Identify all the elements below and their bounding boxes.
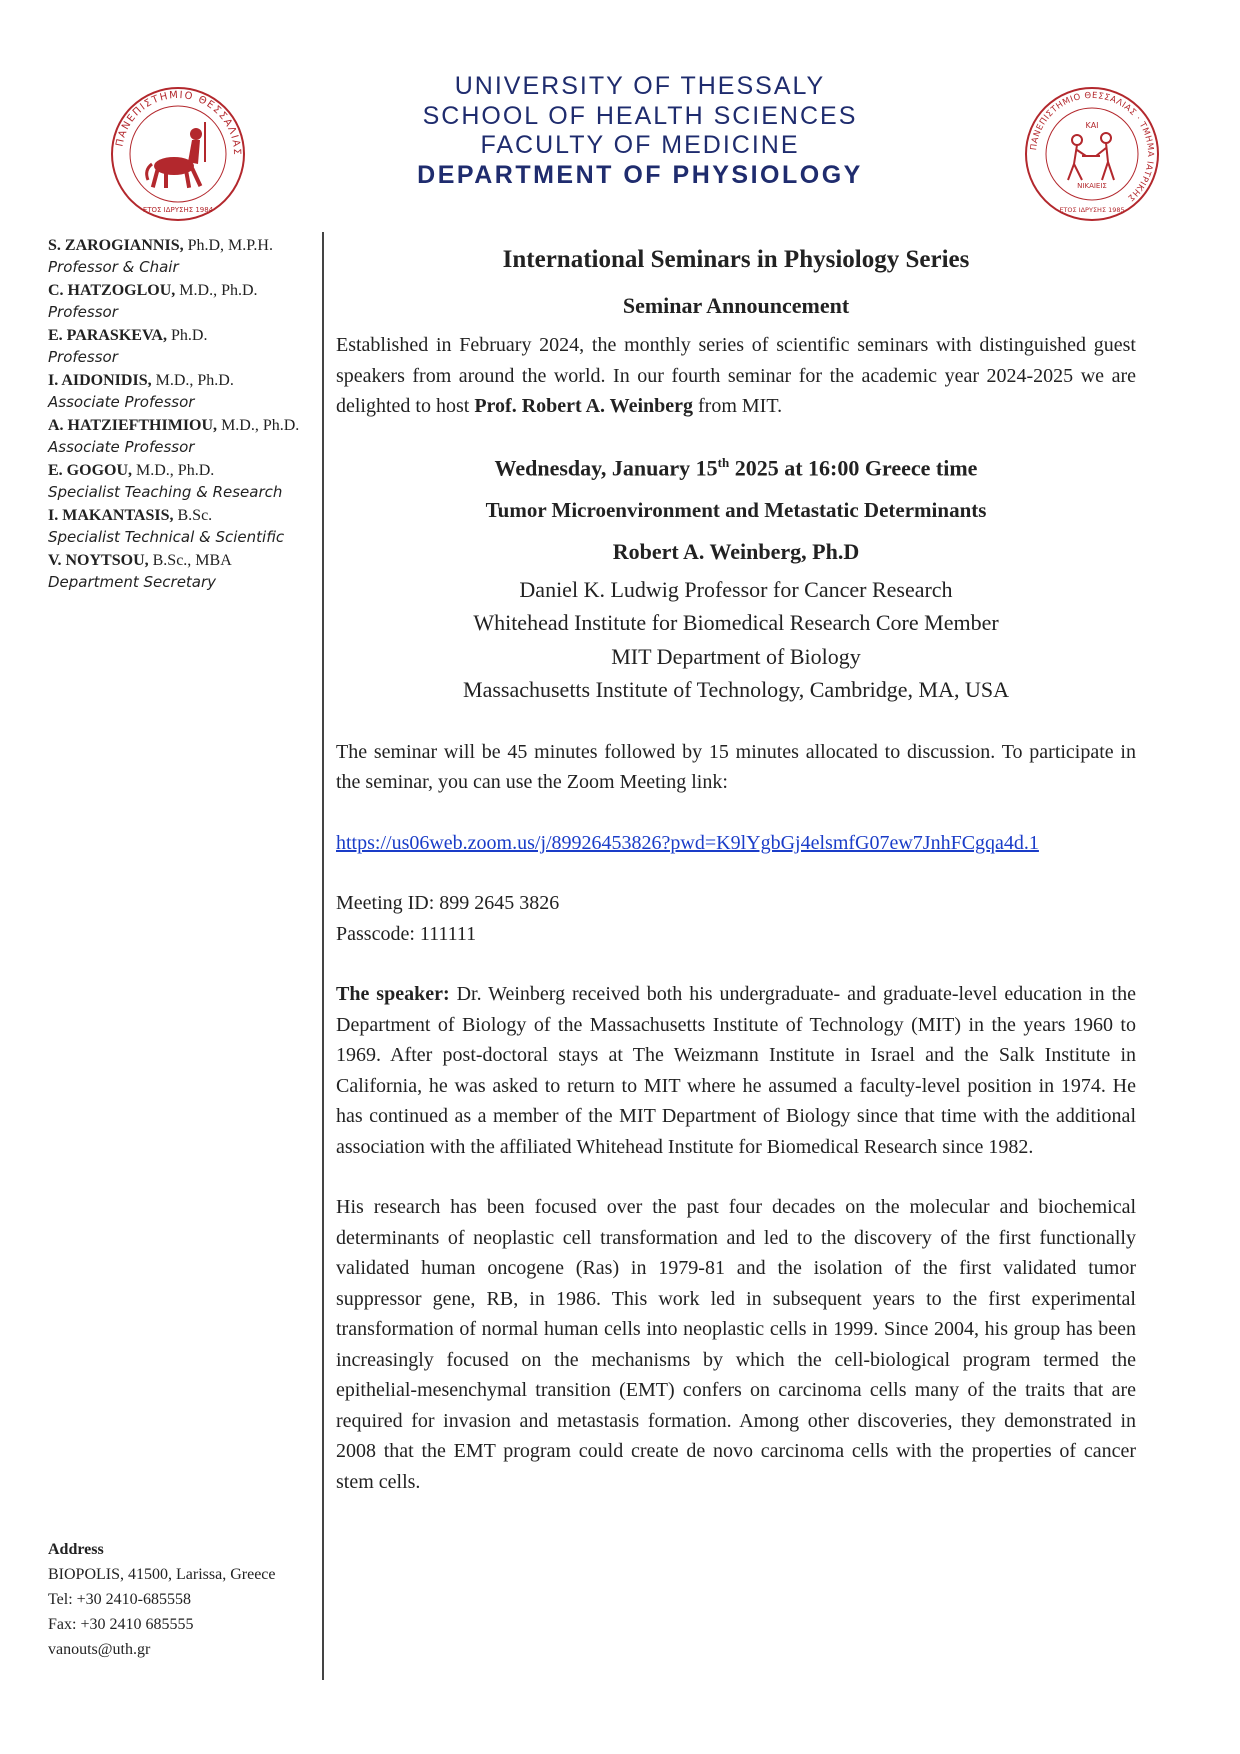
- staff-name: I. AIDONIDIS,: [48, 372, 152, 389]
- meeting-id: Meeting ID: 899 2645 3826: [336, 892, 560, 915]
- bio-text: Dr. Weinberg received both his undergraduate- and graduate-level education in the Department of Biology of the Massachusetts Institute of Technology (MIT) in the years 1960 to 1969. After post-doctoral stays at The Weizmann Institute in Israel and the Salk Institute in California, he was asked to return to MIT where he assumed a faculty-level position in 1974. He has continued as a member of the MIT Department of Biology since that time with the additional association with the affiliated Whitehead Institute for Biomedical Research since 1982.: [336, 983, 1136, 1158]
- address-street: BIOPOLIS, 41500, Larissa, Greece: [48, 1566, 276, 1583]
- date-time: 2025 at 16:00 Greece time: [729, 454, 978, 480]
- staff-role: Associate Professor: [48, 392, 195, 411]
- intro-end: from MIT.: [693, 395, 783, 417]
- intro-text: Established in February 2024, the monthly series of scientific seminars with distinguished guest speakers from around the world. In our fourth seminar for the academic year 2024-2025 we are delighted to host: [336, 334, 1136, 417]
- university-logo: [108, 84, 248, 229]
- svg-text:ΚΑΙ: ΚΑΙ: [1085, 121, 1099, 130]
- institution-header: [340, 72, 940, 190]
- svg-text:ΠΑΝΕΠΙΣΤΗΜΙΟ ΘΕΣΣΑΛΙΑΣ · ΤΜΗΜΑ: ΠΑΝΕΠΙΣΤΗΜΙΟ ΘΕΣΣΑΛΙΑΣ · ΤΜΗΜΑ ΙΑΤΡΙΚΗΣ: [1029, 90, 1156, 204]
- school-name: SCHOOL OF HEALTH SCIENCES: [422, 101, 858, 130]
- university-name: UNIVERSITY OF THESSALY: [454, 72, 826, 100]
- staff-member: [48, 236, 320, 277]
- staff-member: [48, 461, 320, 502]
- affiliation-line: MIT Department of Biology: [611, 643, 861, 669]
- zoom-link[interactable]: https://us06web.zoom.us/j/89926453826?pwd=K9lYgbGj4elsmfG07ew7JnhFCgqa4d.1: [336, 831, 1039, 854]
- svg-text:ΕΤΟΣ ΙΔΡΥΣΗΣ 1984: ΕΤΟΣ ΙΔΡΥΣΗΣ 1984: [142, 206, 214, 214]
- svg-text:ΠΑΝΕΠΙΣΤΗΜΙΟ ΘΕΣΣΑΛΙΑΣ: ΠΑΝΕΠΙΣΤΗΜΙΟ ΘΕΣΣΑΛΙΑΣ: [114, 89, 243, 157]
- staff-degree: Ph.D.: [166, 327, 208, 344]
- speaker-name: Robert A. Weinberg, Ph.D: [612, 538, 860, 564]
- department-name: DEPARTMENT OF PHYSIOLOGY: [417, 160, 863, 189]
- address-fax: Fax: +30 2410 685555: [48, 1616, 194, 1633]
- staff-member: [48, 281, 320, 322]
- staff-role: Department Secretary: [48, 572, 217, 591]
- faculty-name: FACULTY OF MEDICINE: [480, 131, 800, 159]
- staff-degree: M.D., Ph.D.: [175, 282, 258, 299]
- announcement-body: [336, 244, 1136, 1497]
- affiliation-line: Daniel K. Ludwig Professor for Cancer Research: [519, 576, 953, 602]
- staff-degree: B.Sc., MBA: [148, 552, 232, 569]
- staff-role: Professor: [48, 347, 118, 366]
- svg-text:ΝΙΚΑΙΕΙΣ: ΝΙΚΑΙΕΙΣ: [1077, 182, 1107, 190]
- column-divider: [322, 232, 324, 1680]
- research-paragraph: His research has been focused over the past four decades on the molecular and biochemical determinants of neoplastic cell transformation and led to the discovery of the first functionally validated human oncogene (Ras) in 1979-81 and the isolation of the first validated tumor suppressor gene, RB, in 1986. This work led in subsequent years to the first experimental transformation of normal human cells into neoplastic cells in 1999. Since 2004, his group has been increasingly focused on the mechanisms by which the cell-biological program termed the epithelial-mesenchymal transition (EMT) confers on carcinoma cells many of the traits that are required for invasion and metastasis formation. Among other discoveries, they demonstrated in 2008 that the EMT program could create de novo carcinoma cells with the properties of cancer stem cells.: [336, 1196, 1136, 1493]
- staff-name: E. GOGOU,: [48, 462, 133, 479]
- seminar-date: [336, 448, 1136, 483]
- affiliation-line: Whitehead Institute for Biomedical Research Core Member: [473, 610, 999, 636]
- staff-name: C. HATZOGLOU,: [48, 282, 176, 299]
- staff-member: [48, 326, 320, 367]
- announcement-subtitle: Seminar Announcement: [622, 293, 850, 318]
- staff-role: Associate Professor: [48, 437, 195, 456]
- staff-degree: Ph.D, M.P.H.: [183, 237, 273, 254]
- date-suffix: th: [717, 454, 730, 470]
- address-tel: Tel: +30 2410-685558: [48, 1591, 191, 1608]
- bio-label: The speaker:: [336, 983, 450, 1006]
- staff-degree: M.D., Ph.D.: [132, 462, 215, 479]
- staff-list: [48, 236, 320, 596]
- staff-member: [48, 371, 320, 412]
- intro-paragraph: [336, 330, 1136, 422]
- intro-host: Prof. Robert A. Weinberg: [474, 395, 694, 417]
- address-email[interactable]: vanouts@uth.gr: [48, 1641, 151, 1658]
- staff-member: [48, 551, 320, 592]
- staff-role: Professor & Chair: [48, 257, 179, 276]
- series-title: International Seminars in Physiology Series: [502, 246, 970, 273]
- talk-title: Tumor Microenvironment and Metastatic Determinants: [485, 497, 987, 522]
- medical-school-seal: [1022, 84, 1162, 229]
- speaker-bio: [336, 979, 1136, 1162]
- affiliation-line: Massachusetts Institute of Technology, Cambridge, MA, USA: [463, 677, 1009, 703]
- staff-name: A. HATZIEFTHIMIOU,: [48, 417, 218, 434]
- staff-name: V. NOYTSOU,: [48, 552, 149, 569]
- staff-name: S. ZAROGIANNIS,: [48, 237, 184, 254]
- staff-name: E. PARASKEVA,: [48, 327, 167, 344]
- passcode: Passcode: 111111: [336, 922, 477, 945]
- staff-member: [48, 416, 320, 457]
- svg-text:ΕΤΟΣ ΙΔΡΥΣΗΣ 1985: ΕΤΟΣ ΙΔΡΥΣΗΣ 1985: [1059, 206, 1125, 214]
- staff-role: Professor: [48, 302, 118, 321]
- staff-degree: B.Sc.: [173, 507, 213, 524]
- staff-degree: M.D., Ph.D.: [151, 372, 234, 389]
- staff-degree: M.D., Ph.D.: [217, 417, 300, 434]
- staff-member: [48, 506, 320, 547]
- address-block: [48, 1537, 323, 1662]
- staff-role: Specialist Technical & Scientific: [48, 527, 285, 546]
- date-text: Wednesday, January 15: [494, 454, 718, 480]
- staff-role: Specialist Teaching & Research: [48, 482, 283, 501]
- address-label: Address: [48, 1541, 104, 1558]
- duration-paragraph: The seminar will be 45 minutes followed by 15 minutes allocated to discussion. To participate in the seminar, you can use the Zoom Meeting link:: [336, 740, 1136, 794]
- staff-name: I. MAKANTASIS,: [48, 507, 174, 524]
